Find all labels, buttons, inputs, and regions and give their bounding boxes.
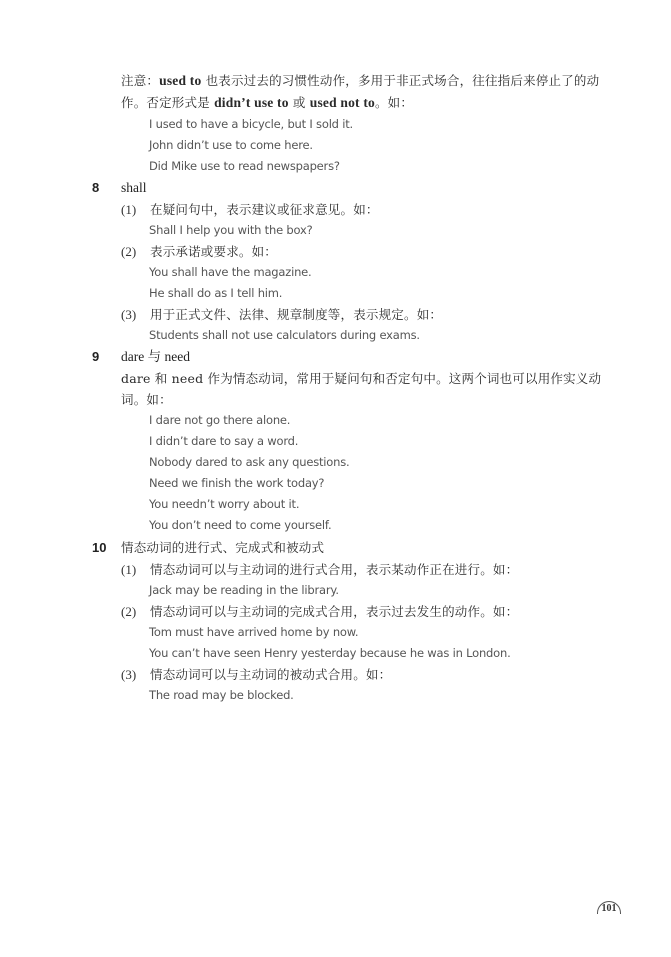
note-text: 作。否定形式是 — [121, 95, 215, 110]
section-description: dare 和 need 作为情态动词，常用于疑问句和否定句中。这两个词也可以用作实义动 — [121, 371, 602, 386]
example-sentence: I used to have a bicycle, but I sold it. — [149, 117, 353, 131]
item-text: 情态动词可以与主动词的被动式合用。如： — [150, 667, 392, 682]
note-line-1 — [121, 70, 599, 91]
note-text: 或 — [288, 95, 310, 110]
item-text: 在疑问句中，表示建议或征求意见。如： — [150, 202, 379, 217]
note-text: 。如： — [374, 95, 414, 110]
example-sentence: Nobody dared to ask any questions. — [149, 455, 350, 469]
example-sentence: Did Mike use to read newspapers? — [149, 159, 340, 173]
example-sentence: Shall I help you with the box? — [149, 223, 313, 237]
item-text: 用于正式文件、法律、规章制度等，表示规定。如： — [150, 307, 443, 322]
item-label: (3) — [121, 667, 137, 682]
item-text: 情态动词可以与主动词的进行式合用，表示某动作正在进行。如： — [150, 562, 519, 577]
section-number: 10 — [92, 540, 107, 555]
example-sentence: The road may be blocked. — [149, 688, 294, 702]
item-label: (2) — [121, 244, 137, 259]
example-sentence: John didn’t use to come here. — [149, 138, 313, 152]
example-sentence: You shall have the magazine. — [149, 265, 312, 279]
item-text: 情态动词可以与主动词的完成式合用，表示过去发生的动作。如： — [150, 604, 519, 619]
example-sentence: Need we finish the work today? — [149, 476, 325, 490]
section-title: 情态动词的进行式、完成式和被动式 — [121, 540, 325, 555]
note-label: 注意： — [121, 73, 160, 88]
item-label: (1) — [121, 202, 137, 217]
example-sentence: He shall do as I tell him. — [149, 286, 283, 300]
item-label: (3) — [121, 307, 137, 322]
item-text: 表示承诺或要求。如： — [150, 244, 278, 259]
item-label: (1) — [121, 562, 137, 577]
item-label: (2) — [121, 604, 137, 619]
section-title: dare 与 need — [121, 349, 190, 364]
example-sentence: You can’t have seen Henry yesterday because he was in London. — [149, 646, 511, 660]
term-didnt-use-to: didn’t use to — [214, 95, 289, 110]
example-sentence: You needn’t worry about it. — [149, 497, 300, 511]
example-sentence: Students shall not use calculators during exams. — [149, 328, 420, 342]
example-sentence: I didn’t dare to say a word. — [149, 434, 299, 448]
note-line-2 — [121, 92, 413, 113]
section-description: 词。如： — [121, 392, 172, 407]
section-title: shall — [121, 180, 147, 195]
term-used-not-to: used not to — [309, 95, 375, 110]
example-sentence: You don’t need to come yourself. — [149, 518, 332, 532]
example-sentence: Jack may be reading in the library. — [149, 583, 339, 597]
section-number: 9 — [92, 349, 100, 364]
section-number: 8 — [92, 180, 100, 195]
note-text: 也表示过去的习惯性动作，多用于非正式场合，往往指后来停止了的动 — [201, 73, 600, 88]
example-sentence: Tom must have arrived home by now. — [149, 625, 359, 639]
page-number: 101 — [597, 901, 621, 914]
term-used-to: used to — [159, 73, 202, 88]
example-sentence: I dare not go there alone. — [149, 413, 291, 427]
